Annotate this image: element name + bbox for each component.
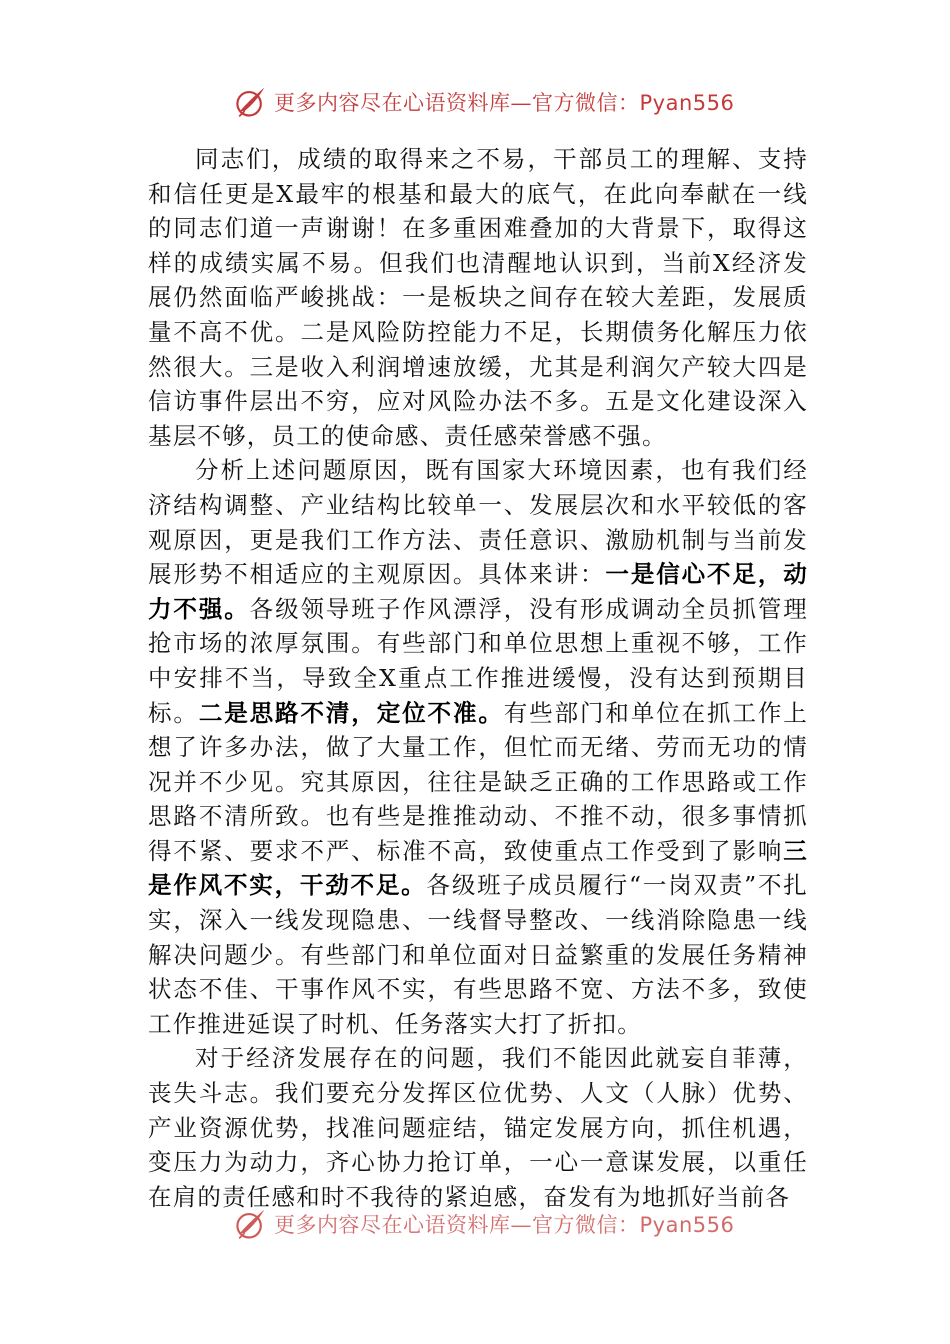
paragraph [148,453,808,1041]
text-segment: 分析上述问题原因，既有国家大环境因素，也有我们经济结构调整、产业结构比较单一、发展层次和水平较低的客观原因，更是我们工作方法、责任意识、激励机制与当前发展形势不相适应的主观原因。具体来讲： [148,456,808,589]
quill-logo-icon [232,84,268,120]
text-segment: 有些部门和单位在抓工作上想了许多办法，做了大量工作，但忙而无绪、劳而无功的情况并不少见。究其原因，往往是缺乏正确的工作思路或工作思路不清所致。也有些是推推动动、不推不动，很多事情抓得不紧、要求不严、标准不高，致使重点工作受到了影响 [148,698,808,865]
banner-text: 更多内容尽在心语资料库—官方微信：Pyan556 [274,1213,735,1237]
bold-heading-segment: 二是思路不清，定位不准。 [198,698,504,727]
banner-text: 更多内容尽在心语资料库—官方微信：Pyan556 [274,91,735,115]
text-segment: 各级领导班子作风漂浮，没有形成调动全员抓管理抢市场的浓厚氛围。有些部门和单位思想上重视不够，工作中安排不当，导致全X重点工作推进缓慢，没有达到预期目标。 [148,594,808,727]
bold-heading-segment: 一是信心不足，动力不强。 [148,560,808,623]
text-segment: 同志们，成绩的取得来之不易，干部员工的理解、支持和信任更是X最牢的根基和最大的底气，在此向奉献在一线的同志们道一声谢谢！在多重困难叠加的大背景下，取得这样的成绩实属不易。但我们也清醒地认识到，当前X经济发展仍然面临严峻挑战：一是板块之间存在较大差距，发展质量不高不优。二是风险防控能力不足，长期债务化解压力依然很大。三是收入利润增速放缓，尤其是利润欠产较大四是信访事件层出不穷，应对风险办法不多。五是文化建设深入基层不够，员工的使命感、责任感荣誉感不强。 [148,145,808,450]
quill-logo-icon [232,1206,268,1242]
header-banner [232,82,735,122]
text-segment: 对于经济发展存在的问题，我们不能因此就妄自菲薄，丧失斗志。我们要充分发挥区位优势、人文（人脉）优势、产业资源优势，找准问题症结，锚定发展方向，抓住机遇，变压力为动力，齐心协力抢订单，一心一意谋发展，以重任在肩的责任感和时不我待的紧迫感，奋发有为地抓好当前各 [148,1044,808,1211]
footer-banner [232,1204,735,1244]
text-segment: 各级班子成员履行“一岗双责”不扎实，深入一线发现隐患、一线督导整改、一线消除隐患一线解决问题少。有些部门和单位面对日益繁重的发展任务精神状态不佳、干事作风不实，有些思路不宽、方法不多，致使工作推进延误了时机、任务落实大打了折扣。 [148,871,808,1038]
bold-heading-segment: 三是作风不实，干劲不足。 [148,836,808,900]
paragraph [148,1041,808,1214]
document-body [148,142,808,1214]
paragraph [148,142,808,453]
